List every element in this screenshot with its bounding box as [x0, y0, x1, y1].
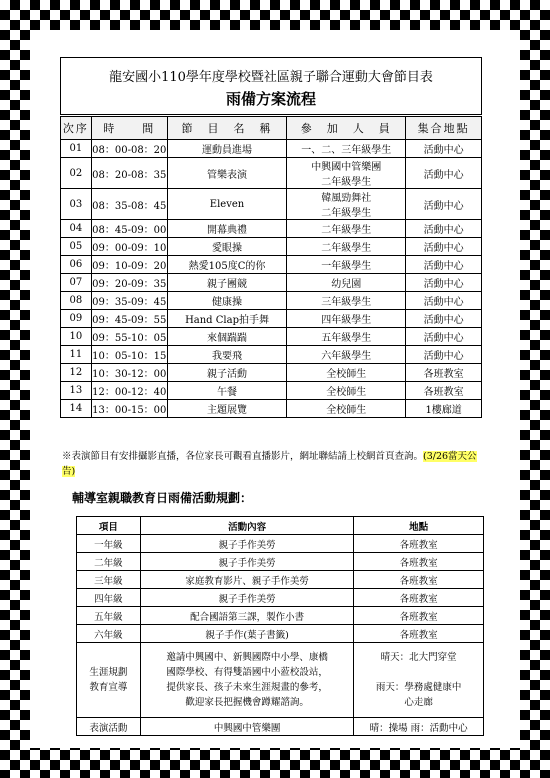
schedule-cell: 幼兒園 — [287, 274, 406, 292]
section-title: 輔導室親職教育日雨備活動規劃： — [72, 491, 253, 505]
schedule-cell: 10：05-10：15 — [91, 346, 167, 364]
title-box — [60, 57, 482, 115]
schedule-cell: 活動中心 — [406, 256, 482, 274]
activities-cell: 各班教室 — [354, 535, 484, 553]
livestream-note — [62, 449, 482, 479]
activities-row — [77, 625, 484, 643]
schedule-row — [61, 310, 482, 328]
schedule-cell: 10 — [61, 328, 92, 346]
schedule-cell: 來個踹踹 — [167, 328, 286, 346]
note-highlight: (3/26當天公告) — [62, 451, 477, 477]
activities-row — [77, 607, 484, 625]
schedule-cell: 活動中心 — [406, 292, 482, 310]
schedule-cell: 活動中心 — [406, 140, 482, 158]
schedule-header-cell: 時 間 — [91, 117, 167, 140]
schedule-row — [61, 364, 482, 382]
schedule-cell: 二年級學生 — [287, 238, 406, 256]
activities-header-row — [77, 517, 484, 535]
schedule-cell: 二年級學生 — [287, 220, 406, 238]
activities-row — [77, 553, 484, 571]
schedule-cell: 05 — [61, 238, 92, 256]
schedule-cell: 13 — [61, 382, 92, 400]
schedule-cell: 全校師生 — [287, 400, 406, 418]
schedule-cell: 活動中心 — [406, 310, 482, 328]
activities-row — [77, 589, 484, 607]
schedule-cell: 一、二、三年級學生 — [287, 140, 406, 158]
schedule-cell: 09：45-09：55 — [91, 310, 167, 328]
schedule-cell: 10：30-12：00 — [91, 364, 167, 382]
document-subtitle: 雨備方案流程 — [225, 90, 316, 108]
schedule-cell: 活動中心 — [406, 274, 482, 292]
schedule-cell: 02 — [61, 158, 92, 189]
schedule-cell: 04 — [61, 220, 92, 238]
schedule-cell: 09：00-09：10 — [91, 238, 167, 256]
schedule-cell: Hand Clap拍手舞 — [167, 310, 286, 328]
schedule-cell: 1樓廊道 — [406, 400, 482, 418]
schedule-cell: 09 — [61, 310, 92, 328]
activities-cell: 邀請中興國中、新興國際中小學、康橋 國際學校、有得雙語國中小蒞校設站， 提供家長、孩子未來生涯規畫的參考， 歡迎家長把握機會蹲耀諮詢。 — [140, 643, 353, 718]
activities-cell: 晴天：北大門穿堂 雨天：學務處健康中 心走廊 — [354, 643, 484, 718]
activities-cell: 各班教室 — [354, 607, 484, 625]
activities-header-cell: 地點 — [354, 517, 484, 535]
schedule-cell: 四年級學生 — [287, 310, 406, 328]
activities-header-cell: 活動內容 — [140, 517, 353, 535]
schedule-cell: 全校師生 — [287, 364, 406, 382]
activities-header-cell: 項目 — [77, 517, 141, 535]
schedule-cell: 09：35-09：45 — [91, 292, 167, 310]
schedule-cell: 親子團競 — [167, 274, 286, 292]
activities-row — [77, 571, 484, 589]
schedule-cell: 活動中心 — [406, 238, 482, 256]
schedule-row — [61, 274, 482, 292]
schedule-cell: 07 — [61, 274, 92, 292]
schedule-cell: 各班教室 — [406, 382, 482, 400]
schedule-header-cell: 參 加 人 員 — [287, 117, 406, 140]
activities-cell: 各班教室 — [354, 571, 484, 589]
schedule-cell: 活動中心 — [406, 220, 482, 238]
activities-row — [77, 535, 484, 553]
schedule-cell: 主題展覽 — [167, 400, 286, 418]
activities-cell: 親子手作(葉子書籤) — [140, 625, 353, 643]
schedule-row — [61, 189, 482, 220]
activities-cell: 親子手作美勞 — [140, 553, 353, 571]
schedule-table — [60, 116, 482, 418]
activities-cell: 二年級 — [77, 553, 141, 571]
schedule-cell: Eleven — [167, 189, 286, 220]
schedule-cell: 08 — [61, 292, 92, 310]
activities-cell: 六年級 — [77, 625, 141, 643]
schedule-cell: 運動員進場 — [167, 140, 286, 158]
schedule-cell: 09：10-09：20 — [91, 256, 167, 274]
document-title: 龍安國小110學年度學校暨社區親子聯合運動大會節目表 — [109, 70, 433, 85]
schedule-cell: 六年級學生 — [287, 346, 406, 364]
activities-cell: 一年級 — [77, 535, 141, 553]
activities-row — [77, 643, 484, 718]
schedule-cell: 中興國中管樂團 二年級學生 — [287, 158, 406, 189]
activities-cell: 親子手作美勞 — [140, 589, 353, 607]
schedule-cell: 09：55-10：05 — [91, 328, 167, 346]
activities-cell: 三年級 — [77, 571, 141, 589]
schedule-header-cell: 集合地點 — [406, 117, 482, 140]
schedule-cell: 14 — [61, 400, 92, 418]
schedule-row — [61, 238, 482, 256]
schedule-cell: 健康操 — [167, 292, 286, 310]
schedule-cell: 開幕典禮 — [167, 220, 286, 238]
schedule-header-row — [61, 117, 482, 140]
schedule-cell: 03 — [61, 189, 92, 220]
schedule-cell: 五年級學生 — [287, 328, 406, 346]
schedule-cell: 全校師生 — [287, 382, 406, 400]
activities-cell: 家庭教育影片、親子手作美勞 — [140, 571, 353, 589]
schedule-row — [61, 346, 482, 364]
schedule-cell: 08：00-08：20 — [91, 140, 167, 158]
schedule-cell: 管樂表演 — [167, 158, 286, 189]
schedule-cell: 09：20-09：35 — [91, 274, 167, 292]
schedule-cell: 06 — [61, 256, 92, 274]
schedule-row — [61, 382, 482, 400]
activities-row — [77, 718, 484, 736]
activities-cell: 各班教室 — [354, 589, 484, 607]
activities-cell: 五年級 — [77, 607, 141, 625]
schedule-row — [61, 292, 482, 310]
schedule-cell: 三年級學生 — [287, 292, 406, 310]
schedule-cell: 愛眼操 — [167, 238, 286, 256]
schedule-cell: 12：00-12：40 — [91, 382, 167, 400]
schedule-header-cell: 次序 — [61, 117, 92, 140]
schedule-row — [61, 140, 482, 158]
schedule-row — [61, 256, 482, 274]
activities-cell: 各班教室 — [354, 553, 484, 571]
schedule-cell: 熱愛105度C的你 — [167, 256, 286, 274]
note-text: ※表演節目有安排攝影直播，各位家長可觀看直播影片，網址聯結請上校網首頁查詢。 — [62, 451, 424, 462]
activities-table — [76, 516, 484, 736]
schedule-cell: 08：20-08：35 — [91, 158, 167, 189]
schedule-row — [61, 328, 482, 346]
schedule-cell: 各班教室 — [406, 364, 482, 382]
schedule-cell: 13：00-15：00 — [91, 400, 167, 418]
schedule-cell: 韓風勁舞社 二年級學生 — [287, 189, 406, 220]
activities-cell: 表演活動 — [77, 718, 141, 736]
activities-cell: 各班教室 — [354, 625, 484, 643]
activities-cell: 中興國中管樂團 — [140, 718, 353, 736]
schedule-row — [61, 158, 482, 189]
schedule-cell: 活動中心 — [406, 346, 482, 364]
schedule-cell: 01 — [61, 140, 92, 158]
activities-cell: 四年級 — [77, 589, 141, 607]
schedule-cell: 08：45-09：00 — [91, 220, 167, 238]
schedule-cell: 11 — [61, 346, 92, 364]
activities-cell: 晴：操場 雨：活動中心 — [354, 718, 484, 736]
schedule-cell: 活動中心 — [406, 189, 482, 220]
schedule-cell: 活動中心 — [406, 158, 482, 189]
schedule-row — [61, 400, 482, 418]
activities-cell: 配合國語第三課，製作小書 — [140, 607, 353, 625]
schedule-cell: 活動中心 — [406, 328, 482, 346]
activities-cell: 親子手作美勞 — [140, 535, 353, 553]
activities-cell: 生涯規劃 教育宣導 — [77, 643, 141, 718]
schedule-cell: 午餐 — [167, 382, 286, 400]
schedule-header-cell: 節 目 名 稱 — [167, 117, 286, 140]
schedule-row — [61, 220, 482, 238]
schedule-cell: 08：35-08：45 — [91, 189, 167, 220]
schedule-cell: 親子活動 — [167, 364, 286, 382]
schedule-cell: 12 — [61, 364, 92, 382]
schedule-cell: 一年級學生 — [287, 256, 406, 274]
schedule-cell: 我要飛 — [167, 346, 286, 364]
